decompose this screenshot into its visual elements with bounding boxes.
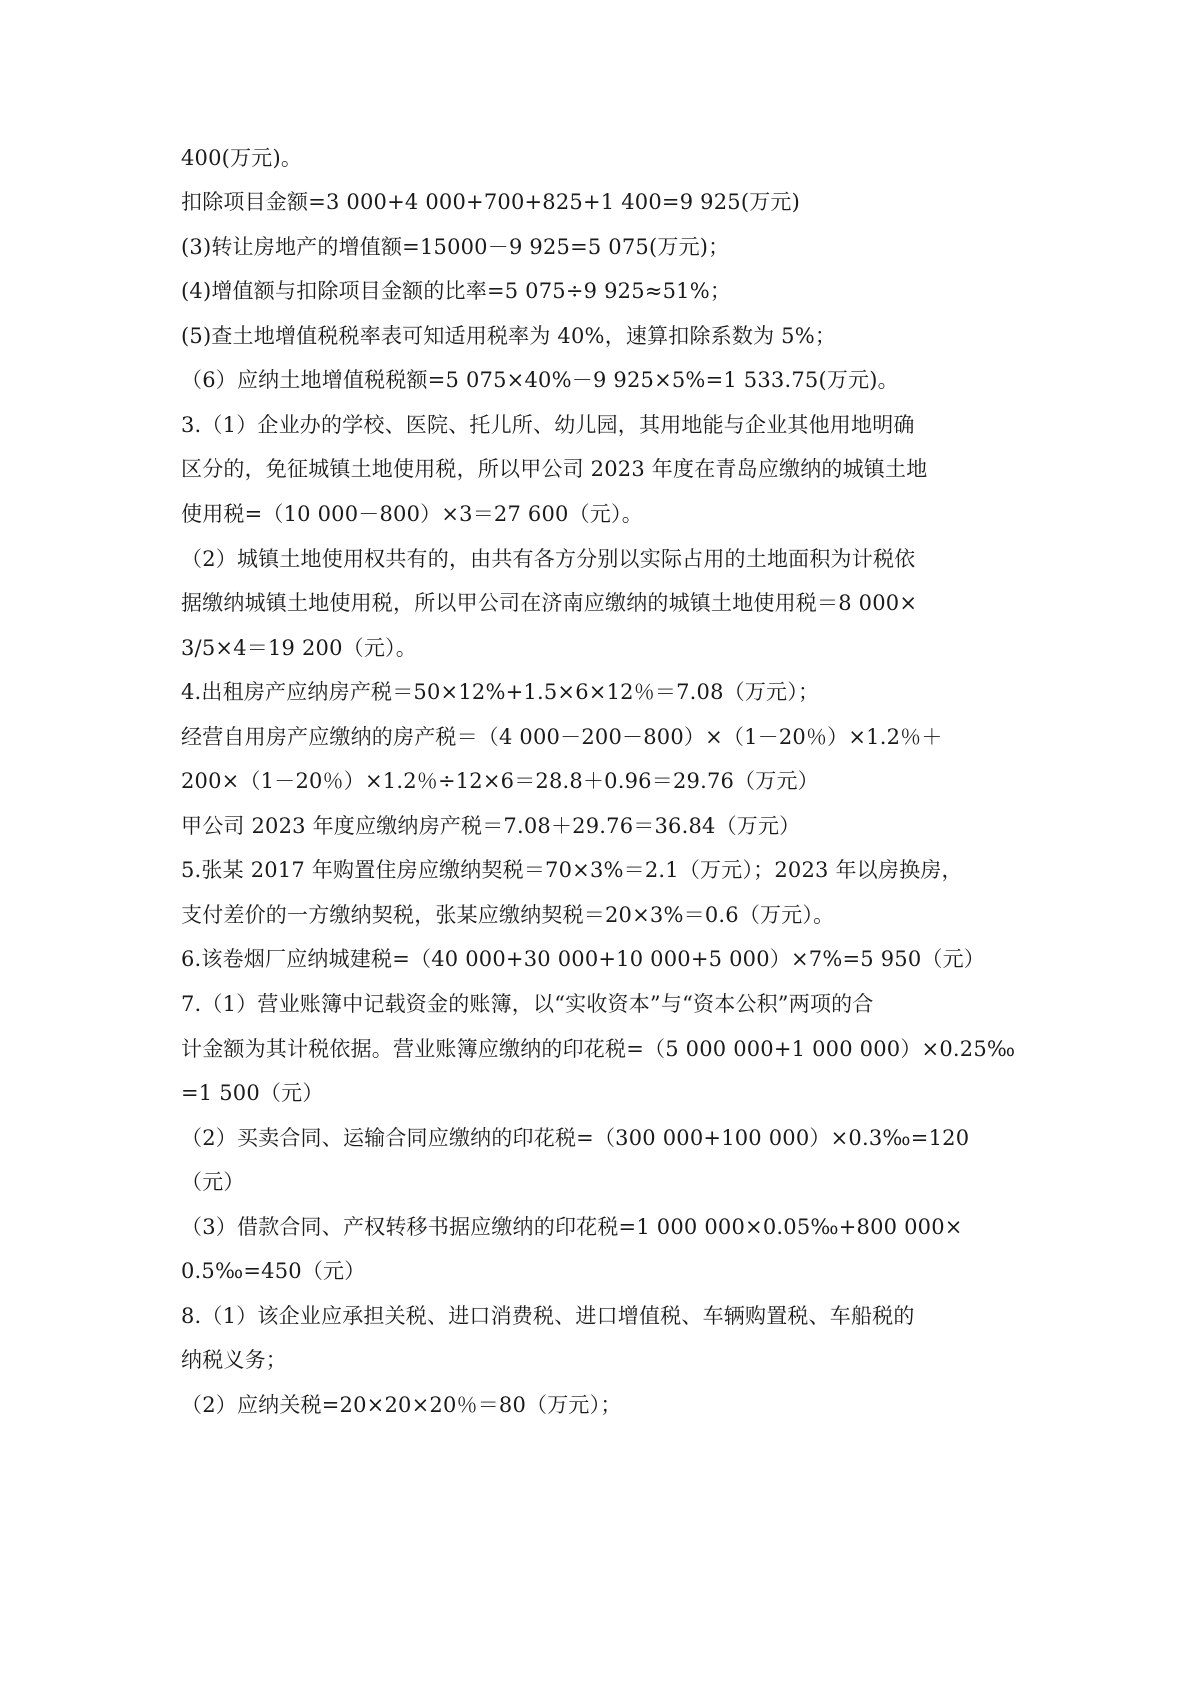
text-line: 使用税=（10 000－800）×3＝27 600（元）。 <box>181 502 643 526</box>
text-line: 区分的，免征城镇土地使用税，所以甲公司 2023 年度在青岛应缴纳的城镇土地 <box>181 457 928 481</box>
text-line: 经营自用房产应缴纳的房产税＝（4 000－200－800）×（1－20％）×1.2％＋ <box>181 725 943 749</box>
text-line: 8.（1）该企业应承担关税、进口消费税、进口增值税、车辆购置税、车船税的 <box>181 1304 915 1328</box>
text-line: （2）城镇土地使用权共有的，由共有各方分别以实际占用的土地面积为计税依 <box>181 547 916 571</box>
text-line: 纳税义务； <box>181 1348 287 1372</box>
text-line: =1 500（元） <box>181 1081 324 1105</box>
text-line: （6）应纳土地增值税税额=5 075×40%－9 925×5%=1 533.75(万元)。 <box>181 368 899 392</box>
text-line: 4.出租房产应纳房产税＝50×12%+1.5×6×12％＝7.08（万元）； <box>181 680 820 704</box>
text-line: 400(万元)。 <box>181 146 303 170</box>
text-line: 扣除项目金额=3 000+4 000+700+825+1 400=9 925(万元) <box>181 190 800 214</box>
text-line: （2）买卖合同、运输合同应缴纳的印花税=（300 000+100 000）×0.3‰=120 <box>181 1126 970 1150</box>
text-line: 0.5‰=450（元） <box>181 1259 366 1283</box>
text-line: (4)增值额与扣除项目金额的比率=5 075÷9 925≈51%； <box>181 279 732 303</box>
text-line: 据缴纳城镇土地使用税，所以甲公司在济南应缴纳的城镇土地使用税＝8 000× <box>181 591 918 615</box>
text-line: 甲公司 2023 年度应缴纳房产税＝7.08＋29.76＝36.84（万元） <box>181 814 801 838</box>
text-line: 支付差价的一方缴纳契税，张某应缴纳契税＝20×3%＝0.6（万元）。 <box>181 903 835 927</box>
text-line: 7.（1）营业账簿中记载资金的账簿，以“实收资本”与“资本公积”两项的合 <box>181 992 874 1016</box>
text-line: （元） <box>181 1170 245 1194</box>
text-line: （2）应纳关税=20×20×20％＝80（万元）； <box>181 1393 622 1417</box>
text-line: （3）借款合同、产权转移书据应缴纳的印花税=1 000 000×0.05‰+800 000× <box>181 1215 963 1239</box>
text-line: (5)查土地增值税税率表可知适用税率为 40%，速算扣除系数为 5%； <box>181 324 837 348</box>
text-line: 5.张某 2017 年购置住房应缴纳契税＝70×3%＝2.1（万元）；2023 年以房换房， <box>181 858 963 882</box>
text-line: 3/5×4＝19 200（元）。 <box>181 636 417 660</box>
text-line: 计金额为其计税依据。营业账簿应缴纳的印花税=（5 000 000+1 000 000）×0.25‰ <box>181 1037 1016 1061</box>
text-line: 6.该卷烟厂应纳城建税=（40 000+30 000+10 000+5 000）×7%=5 950（元） <box>181 947 985 971</box>
text-line: 200×（1－20％）×1.2％÷12×6＝28.8＋0.96＝29.76（万元） <box>181 769 819 793</box>
text-line: (3)转让房地产的增值额=15000－9 925=5 075(万元)； <box>181 235 730 259</box>
text-line: 3.（1）企业办的学校、医院、托儿所、幼儿园，其用地能与企业其他用地明确 <box>181 413 915 437</box>
